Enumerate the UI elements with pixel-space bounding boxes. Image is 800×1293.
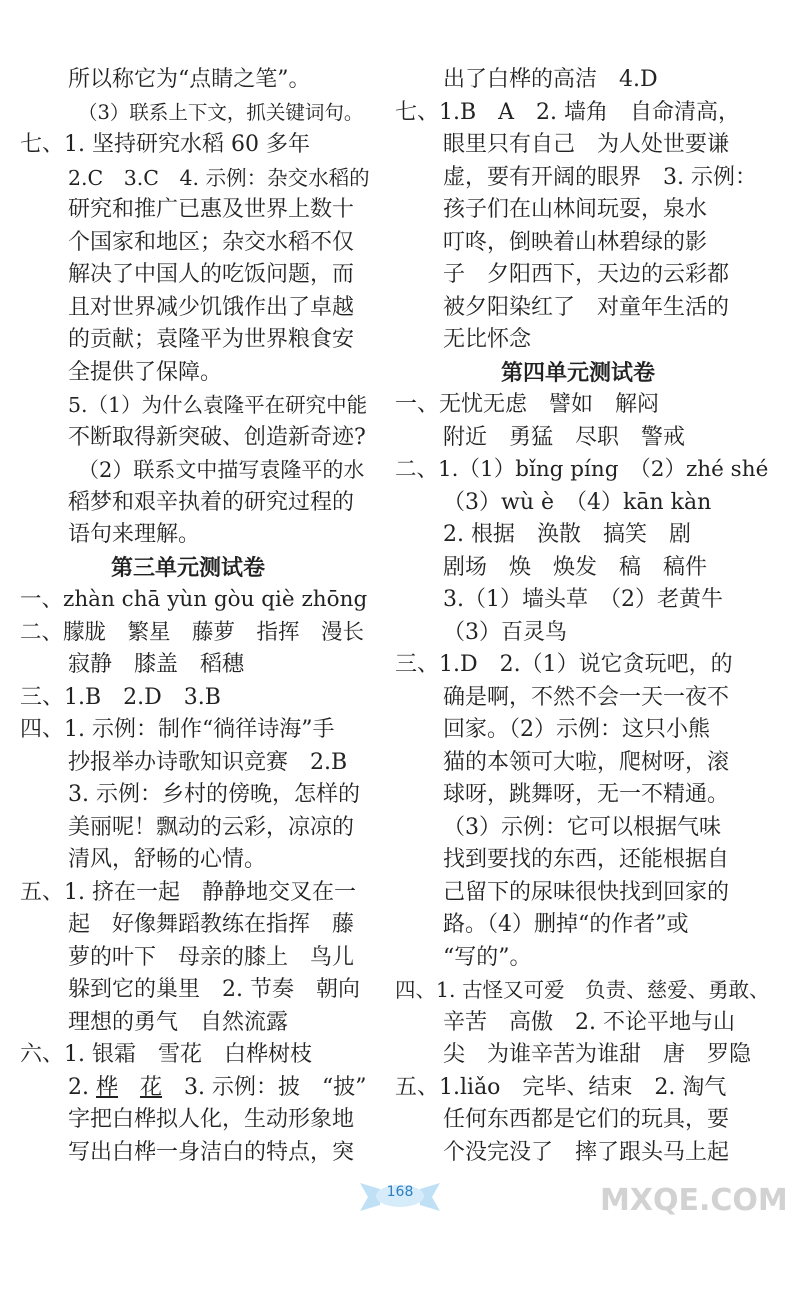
answer-line: 美丽呢！飘动的云彩，凉凉的 [68, 814, 355, 840]
answer-line: 辛苦 高傲 2. 不论平地与山 [443, 1009, 735, 1035]
underlined-char: 花 [140, 1074, 163, 1100]
answer-line: 2.C 3.C 4. 示例：杂交水稻的 [68, 165, 370, 190]
answer-line: 且对世界减少饥饿作出了卓越 [68, 294, 355, 320]
answer-line: 无比怀念 [443, 327, 532, 352]
answer-line: 解决了中国人的吃饭问题，而 [68, 262, 355, 287]
answer-line: 找到要找的东西，还能根据自 [443, 847, 730, 872]
answer-line: 全提供了保障。 [68, 359, 223, 385]
answer-line: 躲到它的巢里 2. 节奏 朝向 [68, 977, 360, 1002]
answer-line: 三、1.B 2.D 3.B [20, 684, 221, 710]
answer-line: 2. 根据 涣散 搞笑 剧 [443, 522, 691, 547]
answer-line: 三、1.D 2.（1）说它贪玩吧，的 [395, 652, 733, 677]
answer-line: 子 夕阳西下，天边的云彩都 [443, 262, 730, 287]
answer-line: 5.（1）为什么袁隆平在研究中能 [68, 393, 368, 417]
answer-line: 理想的勇气 自然流露 [68, 1009, 289, 1035]
answer-line: 六、1. 银霜 雪花 白桦树枝 [20, 1042, 312, 1067]
answer-line: 抄报举办诗歌知识竞赛 2.B [68, 749, 348, 775]
answer-line: 字把白桦拟人化，生动形象地 [68, 1107, 355, 1132]
answer-line: 己留下的尿味很快找到回家的 [443, 879, 730, 905]
answer-line: 确是啊，不然不会一天一夜不 [443, 684, 730, 710]
left-column [20, 64, 370, 1169]
answer-line: 四、1. 古怪又可爱 负责、慈爱、勇敢、 [395, 978, 770, 1002]
answer-line: 孩子们在山林间玩耍，泉水 [443, 197, 708, 222]
answer-line: 个没完没了 摔了跟头马上起 [443, 1139, 730, 1165]
answer-line: 路。（4）删掉“的作者”或 [443, 912, 689, 937]
answer-line: 附近 勇猛 尽职 警戒 [443, 424, 686, 450]
right-column [395, 64, 775, 1169]
watermark-url: MXQE.COM [600, 1183, 788, 1218]
answer-line: 猫的本领可大啦，爬树呀，滚 [443, 749, 730, 775]
answer-line: 所以称它为“点睛之笔”。 [68, 67, 311, 92]
watermark [600, 1185, 790, 1285]
answer-line: 虚，要有开阔的眼界 3. 示例： [443, 164, 757, 190]
answer-line: 的贡献；袁隆平为世界粮食安 [68, 327, 355, 352]
answer-line: 被夕阳染红了 对童年生活的 [443, 294, 730, 320]
answer-line: 二、1.（1）bǐng píng （2）zhé shé [395, 457, 769, 482]
section-heading: 第四单元测试卷 [500, 359, 655, 386]
answer-line: 3.（1）墙头草 （2）老黄牛 [443, 587, 723, 612]
answer-line: 萝的叶下 母亲的膝上 鸟儿 [68, 944, 355, 970]
answer-line: 3. 示例：乡村的傍晚，怎样的 [68, 782, 360, 807]
page-number [350, 1175, 450, 1215]
answer-line: 七、1. 坚持研究水稻 60 多年 [20, 132, 310, 157]
answer-line: 四、1. 示例：制作“徜徉诗海”手 [20, 717, 335, 742]
page-number-text: 168 [386, 1184, 414, 1200]
answer-line: 语句来理解。 [68, 522, 201, 547]
answer-line: 2. 桦 花 3. 示例：披 “披” [68, 1074, 367, 1100]
answer-line: 剧场 焕 焕发 稿 稿件 [443, 554, 708, 580]
answer-line: 起 好像舞蹈教练在指挥 藤 [68, 912, 355, 937]
answer-line: （3）联系上下文，抓关键词句。 [78, 100, 364, 124]
answer-line: 个国家和地区；杂交水稻不仅 [68, 229, 355, 255]
answer-line: 五、1. 挤在一起 静静地交叉在一 [20, 879, 356, 905]
answer-line: 尖 为谁辛苦为谁甜 唐 罗隐 [443, 1042, 752, 1067]
answer-line: 出了白桦的高洁 4.D [443, 67, 658, 92]
answer-line: （3）百灵鸟 [443, 619, 567, 645]
answer-line: 眼里只有自己 为人处世要谦 [443, 132, 730, 157]
answer-line: 五、1.liǎo 完毕、结束 2. 淘气 [395, 1074, 727, 1100]
answer-line: “写的”。 [443, 944, 532, 970]
underlined-char: 桦 [95, 1074, 118, 1100]
answer-line: 七、1.B A 2. 墙角 自命清高， [395, 99, 741, 125]
answer-line: 任何东西都是它们的玩具，要 [443, 1107, 730, 1132]
answer-line: 叮咚，倒映着山林碧绿的影 [443, 229, 708, 255]
answer-line: 研究和推广已惠及世界上数十 [68, 197, 355, 222]
answer-line: 稻梦和艰辛执着的研究过程的 [68, 489, 355, 515]
answer-line: 一、无忧无虑 譬如 解闷 [395, 392, 660, 417]
answer-line: 球呀，跳舞呀，无一不精通。 [443, 782, 730, 807]
answer-line: （3）wù è （4）kān kàn [443, 489, 712, 515]
answer-line: 回家。（2）示例：这只小熊 [443, 717, 710, 742]
answer-line: 二、朦胧 繁星 藤萝 指挥 漫长 [20, 619, 365, 645]
section-heading: 第三单元测试卷 [110, 554, 265, 581]
answer-line: 不断取得新突破、创造新奇迹? [68, 424, 366, 450]
answer-line: 写出白桦一身洁白的特点，突 [68, 1139, 355, 1165]
answer-line: （2）联系文中描写袁隆平的水 [78, 458, 365, 482]
answer-line: 寂静 膝盖 稻穗 [68, 652, 245, 677]
answer-line: 一、zhàn chā yùn gòu qiè zhōng [20, 587, 368, 612]
answer-line: 清风，舒畅的心情。 [68, 847, 267, 872]
answer-line: （3）示例：它可以根据气味 [443, 814, 721, 840]
